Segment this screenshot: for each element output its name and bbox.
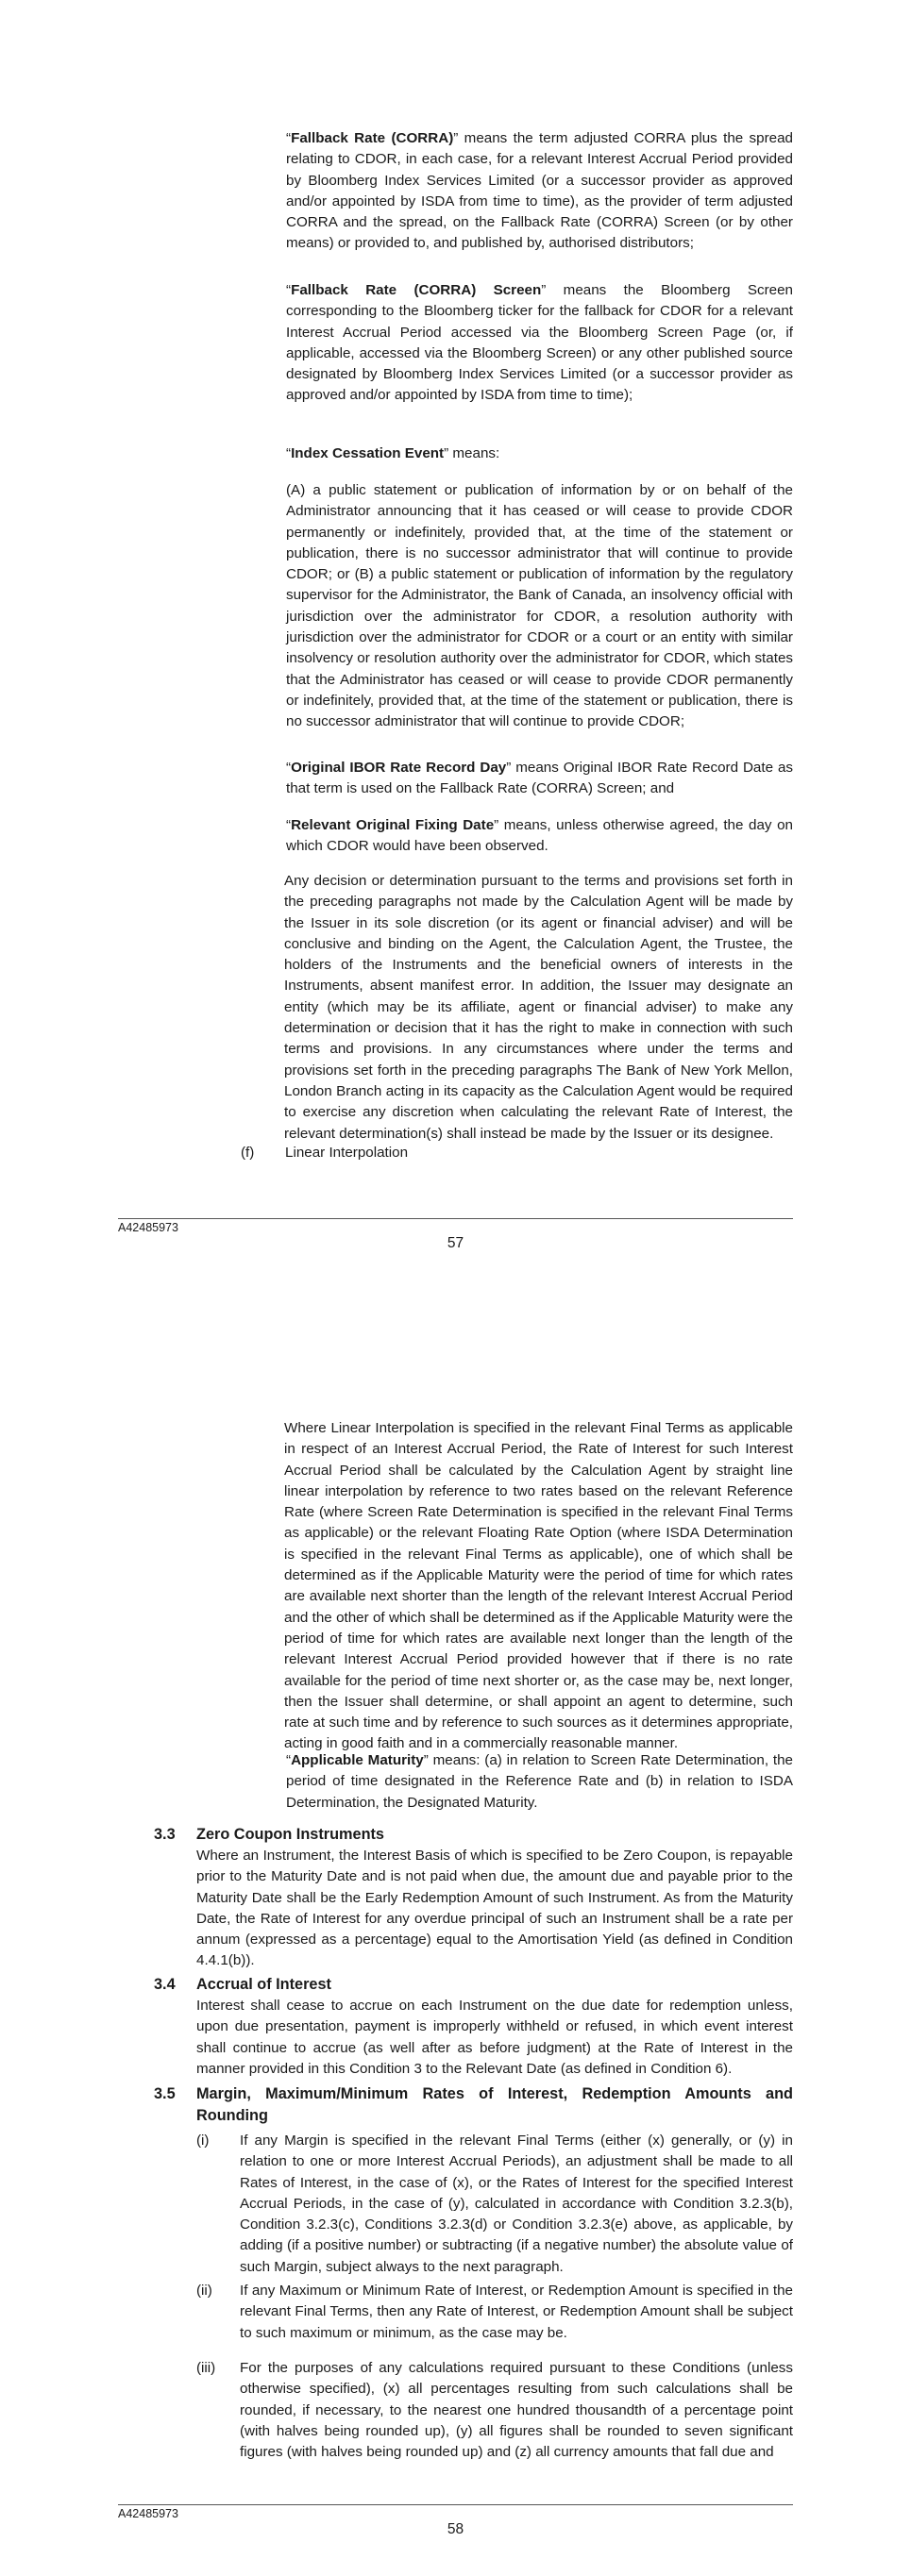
determination-paragraph: Any decision or determination pursuant to the terms and provisions set forth in the preceding paragraphs not made by the Calculation Agent will be made by the Issuer in its sole discretion (or its agent or financial adviser) and will be conclusive and binding on the Agent, the Calculation Agent, the Trustee, the holders of the Instruments and the beneficial owners of interests in the Instruments, absent manifest error. In addition, the Issuer may designate an entity (which may be its affiliate, agent or financial adviser) to make any determination or decision that it has the right to make in connection with such terms and provisions. In any circumstances where under the terms and provisions set forth in the preceding paragraphs The Bank of New York Mellon, London Branch acting in its capacity as the Calculation Agent would be required to exercise any discretion when calculating the relevant Rate of Interest, the relevant determination(s) shall instead be made by the Issuer or its designee. [284,873,793,1142]
defined-term: Relevant Original Fixing Date [291,817,495,833]
definition-text: means, unless otherwise agreed, the day on which CDOR would have been observed. [286,817,793,855]
list-item-label: (i) [196,2133,210,2149]
definition-text: means: [448,445,500,461]
defined-term: Original IBOR Rate Record Day [291,760,507,776]
section-title: Margin, Maximum/Minimum Rates of Interest, Redemption Amounts and Rounding [196,2085,793,2124]
page-58 [0,1288,911,2576]
list-item-rounding: For the purposes of any calculations required pursuant to these Conditions (unless otherwise specified), (x) all percentages resulting from such calculations shall be rounded, if necessary, to the nearest one hundred thousandth of a percentage point (with halves being rounded up), (y) all figures shall be rounded to seven significant figures (with halves being rounded up) and (z) all currency amounts that fall due and [240,2360,793,2461]
definition-relevant-original-fixing-date: “Relevant Original Fixing Date” means, unless otherwise agreed, the day on which CDOR would have been observed. [286,817,793,855]
defined-term: Index Cessation Event [291,445,445,461]
section-body-zero-coupon: Where an Instrument, the Interest Basis of which is specified to be Zero Coupon, is repayable prior to the Maturity Date and is not paid when due, the amount due and payable prior to the Maturity Date shall be the Early Redemption Amount of such Instrument. As from the Maturity Date, the Rate of Interest for any overdue principal of such an Instrument shall be a rate per annum (expressed as a percentage) equal to the Amortisation Yield (as defined in Condition 4.4.1(b)). [196,1848,793,1969]
list-item-margin: If any Margin is specified in the relevant Final Terms (either (x) generally, or (y) in relation to one or more Interest Accrual Periods), an adjustment shall be made to all Rates of Interest, in the case of (x), or the Rates of Interest for the specified Interest Accrual Periods, in the case of (y), calculated in accordance with Condition 3.2.3(b), Condition 3.2.3(c), Conditions 3.2.3(d) or Condition 3.2.3(e) above, as applicable, by adding (if a positive number) or subtracting (if a negative number) the absolute value of such Margin, subject always to the next paragraph. [240,2133,793,2275]
linear-interpolation-paragraph: Where Linear Interpolation is specified in the relevant Final Terms as applicable in respect of an Interest Accrual Period, the Rate of Interest for such Interest Accrual Period shall be calculated by the Calculation Agent by straight line linear interpolation by reference to two rates based on the relevant Reference Rate (where Screen Rate Determination is specified in the relevant Final Terms as applicable) or the relevant Floating Rate Option (where ISDA Determination is specified in the relevant Final Terms as applicable), one of which shall be determined as if the Applicable Maturity were the period of time for which rates are available next shorter than the length of the relevant Interest Accrual Period and the other of which shall be determined as if the Applicable Maturity were the period of time for which rates are available next longer than the length of the relevant Interest Accrual Period provided however that if there is no rate available for the period of time next shorter or, as the case may be, next longer, then the Issuer shall determine, or shall appoint an agent to determine, such rate at such time and by reference to such sources as it determines appropriate, acting in good faith and in a commercially reasonable manner. [284,1420,793,1752]
list-item-label: (ii) [196,2283,212,2299]
definition-text: means: (a) in relation to Screen Rate Determination, the period of time designated in the Reference Rate and (b) in relation to ISDA Determination, the Designated Maturity. [286,1752,794,1811]
section-body-accrual-of-interest: Interest shall cease to accrue on each Instrument on the due date for redemption unless, upon due presentation, payment is improperly withheld or refused, in which event interest shall continue to accrue (as well after as before judgment) at the Rate of Interest in the manner provided in this Condition 3 to the Relevant Date (as defined in Condition 6). [196,1998,793,2077]
footer-divider [118,2504,793,2505]
footer-document-reference: A42485973 [118,2507,178,2520]
footer-divider [118,1218,793,1219]
section-number: 3.5 [154,2085,176,2102]
page-number: 57 [447,1235,464,1251]
definition-text: means the term adjusted CORRA plus the spread relating to CDOR, in each case, for a relevant Interest Accrual Period provided by Bloomberg Index Services Limited (or a successor provider as approved and/or appointed by ISDA from time to time), as the provider of term adjusted CORRA and the spread, on the Fallback Rate (CORRA) Screen (or by other means) or provided to, and published by, authorised distributors; [286,130,793,252]
defined-term: Fallback Rate (CORRA) Screen [291,282,542,298]
defined-term: Applicable Maturity [291,1752,424,1768]
section-title: Zero Coupon Instruments [196,1826,384,1843]
section-number: 3.3 [154,1826,176,1843]
definition-original-ibor-rate-record-day: “Original IBOR Rate Record Day” means Original IBOR Rate Record Date as that term is used on the Fallback Rate (CORRA) Screen; and [286,760,793,797]
definition-applicable-maturity: “Applicable Maturity” means: (a) in relation to Screen Rate Determination, the period of time designated in the Reference Rate and (b) in relation to ISDA Determination, the Designated Maturity. [286,1752,794,1811]
definition-index-cessation-event: “Index Cessation Event” means: [286,445,500,461]
list-item-max-min-rate: If any Maximum or Minimum Rate of Interest, or Redemption Amount is specified in the relevant Final Terms, then any Rate of Interest, or Redemption Amount shall be subject to such maximum or minimum, as the case may be. [240,2283,793,2341]
footer-document-reference: A42485973 [118,1221,178,1234]
section-number: 3.4 [154,1976,176,1993]
definition-text: means the Bloomberg Screen corresponding to the Bloomberg ticker for the fallback for CDOR for a relevant Interest Accrual Period accessed via the Bloomberg Screen Page (or, if applicable, accessed via the Bloomberg Screen) or any other published source designated by Bloomberg Index Services Limited (or a successor provider as approved and/or appointed by ISDA from time to time); [286,282,793,404]
section-title: Accrual of Interest [196,1976,331,1993]
list-item-label: (iii) [196,2360,216,2376]
subsection-label: (f) [241,1145,255,1161]
defined-term: Fallback Rate (CORRA) [291,130,454,146]
page-number: 58 [447,2521,464,2537]
definition-fallback-rate-corra: “Fallback Rate (CORRA)” means the term adjusted CORRA plus the spread relating to CDOR, in each case, for a relevant Interest Accrual Period provided by Bloomberg Index Services Limited (or a successor provider as approved and/or appointed by ISDA from time to time), as the provider of term adjusted CORRA and the spread, on the Fallback Rate (CORRA) Screen (or by other means) or provided to, and published by, authorised distributors; [286,130,793,252]
cessation-event-paragraph: (A) a public statement or publication of information by or on behalf of the Administrator announcing that it has ceased or will cease to provide CDOR permanently or indefinitely, provided that, at the time of the statement or publication, there is no successor administrator that will continue to provide CDOR; or (B) a public statement or publication of information by the regulatory supervisor for the Administrator, the Bank of Canada, an insolvency official with jurisdiction over the administrator for CDOR, a resolution authority with jurisdiction over the administrator for CDOR or a court or an entity with similar insolvency or resolution authority over the administrator for CDOR, which states that the Administrator has ceased or will cease to provide CDOR permanently or indefinitely, provided that, at the time of the statement or publication, there is no successor administrator that will continue to provide CDOR; [286,482,793,730]
subsection-title: Linear Interpolation [285,1145,409,1161]
definition-text: means Original IBOR Rate Record Date as that term is used on the Fallback Rate (CORRA) Screen; and [286,760,793,797]
definition-fallback-rate-corra-screen: “Fallback Rate (CORRA) Screen” means the Bloomberg Screen corresponding to the Bloomberg ticker for the fallback for CDOR for a relevant Interest Accrual Period accessed via the Bloomberg Screen Page (or, if applicable, accessed via the Bloomberg Screen) or any other published source designated by Bloomberg Index Services Limited (or a successor provider as approved and/or appointed by ISDA from time to time); [286,282,793,404]
